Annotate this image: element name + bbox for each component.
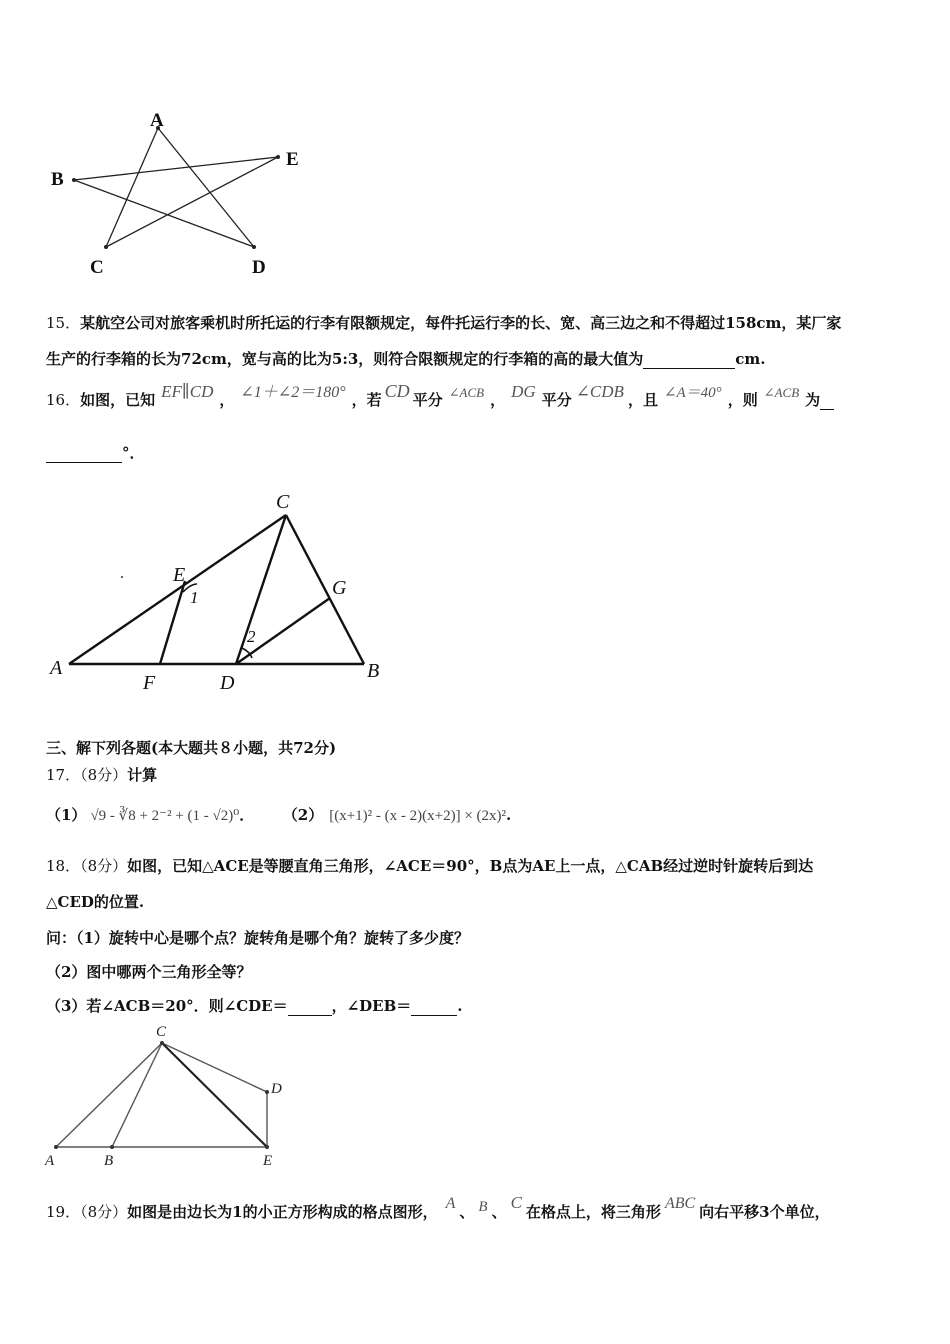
label-b: B (51, 169, 64, 190)
q17-p2-label: （2） (282, 806, 324, 824)
q16-math-cd: CD (384, 381, 410, 401)
q17-p2-expression: [(x+1)² - (x - 2)(x+2)] × (2x)² (329, 808, 507, 824)
label-f: F (143, 672, 156, 694)
q19-math-a: A (445, 1195, 456, 1212)
label-c: C (90, 257, 104, 278)
q16-math-acb-2: ∠ACB (763, 385, 800, 400)
q16-math-cdb: ∠CDB (575, 382, 624, 401)
segment-cd (162, 1043, 267, 1092)
q16-number: 16． (46, 391, 81, 409)
q17-p2-end: . (506, 806, 512, 824)
q15-text-line1: 某航空公司对旅客乘机时所托运的行李有限额规定，每件托运行李的长、宽、高三边之和不得超过158cm，某厂家 (80, 314, 842, 332)
q16-line1 (46, 381, 834, 410)
q16-math-ef-cd: EF∥CD (161, 382, 214, 401)
q19-text3: 向右平移3个单位， (699, 1203, 830, 1221)
q16-then: ，则 (727, 391, 758, 409)
segment-dc (236, 515, 286, 664)
q18-ask3-pre: （3）若∠ACB＝20°．则∠CDE＝ (46, 997, 288, 1015)
q19-sep-b: 、 (491, 1203, 507, 1221)
q16-sep3: ， (490, 391, 506, 409)
q19-text1: 如图是由边长为1的小正方形构成的格点图形， (127, 1203, 438, 1221)
label-angle2: 2 (247, 627, 256, 646)
q18-text-line1: 如图，已知△ACE是等腰直角三角形，∠ACE＝90°，B点为AE上一点，△CAB经过逆时针旋转后到达 (127, 857, 814, 875)
q16-is: 为 (805, 391, 821, 409)
figure-pentagram (40, 100, 320, 290)
q16-and: ，且 (627, 391, 658, 409)
q15-line2 (46, 348, 766, 369)
label-c: C (276, 491, 290, 513)
label-e: E (286, 149, 299, 170)
q19-score: （8分） (80, 1203, 128, 1221)
label-a: A (150, 110, 164, 131)
label-b: B (104, 1153, 114, 1169)
q17-p1-label: （1） (46, 806, 87, 824)
section3-title: 三、解下列各题(本大题共８小题，共72分) (46, 739, 337, 757)
q17-number: 17． (46, 766, 81, 784)
q18-ask3-end: . (457, 997, 463, 1015)
q18-number: 18． (46, 857, 81, 875)
figure-triangle-efcd (40, 480, 400, 700)
q18-ask3 (46, 995, 463, 1016)
q18-deb-blank[interactable] (411, 997, 457, 1016)
q18-ask2: （2）图中哪两个三角形全等？ (46, 963, 252, 981)
segment-ac (56, 1043, 162, 1147)
q16-answer-blank[interactable] (46, 444, 122, 463)
label-d: D (252, 257, 266, 278)
label-b: B (367, 660, 380, 682)
q17-score: （8分） (80, 766, 128, 784)
label-angle1: 1 (190, 588, 199, 607)
q16-line2 (46, 442, 145, 463)
segment-ce (162, 1043, 267, 1147)
q15-number: 15． (46, 314, 81, 332)
q16-prefix: 如图，已知 (80, 391, 156, 409)
q16-bisect1: 平分 (412, 391, 443, 409)
segment-bc (112, 1043, 162, 1147)
q19-line1 (46, 1193, 830, 1222)
label-a: A (45, 1153, 55, 1169)
q19-math-b: B (478, 1199, 488, 1215)
q17-p1-end: ． (239, 806, 255, 824)
q18-line1 (46, 855, 813, 876)
q15-unit: cm. (735, 350, 766, 368)
label-a: A (50, 657, 63, 679)
label-e: E (173, 564, 186, 586)
q18-line2: △CED的位置. (46, 893, 145, 911)
segment-be (74, 157, 278, 180)
label-d: D (220, 672, 235, 694)
q17-parts (46, 804, 511, 825)
q19-text2: 在格点上，将三角形 (525, 1203, 661, 1221)
segment-cb (286, 515, 364, 664)
label-g: G (332, 577, 347, 599)
q17-header (46, 764, 157, 785)
q19-math-c: C (510, 1193, 522, 1212)
q16-sep2: ，若 (351, 391, 382, 409)
q16-blank-start (820, 391, 834, 410)
q18-score: （8分） (80, 857, 128, 875)
label-d: D (271, 1081, 282, 1097)
q15-text-line2: 生产的行李箱的长为72cm，宽与高的比为5:3，则符合限额规定的行李箱的高的最大值为 (46, 350, 644, 368)
q19-number: 19． (46, 1203, 81, 1221)
q16-sep1: ， (219, 391, 235, 409)
q17-text: 计算 (127, 766, 158, 784)
q16-math-angle-sum: ∠1＋∠2＝180° (240, 384, 346, 401)
q18-cde-blank[interactable] (288, 997, 332, 1016)
q16-math-dg: DG (511, 382, 536, 401)
label-e: E (263, 1153, 273, 1169)
q16-tail: °． (122, 444, 145, 462)
q17-p1-expression: √9 - ∛8 + 2⁻² + (1 - √2)⁰ (90, 808, 240, 824)
q15-answer-blank[interactable] (643, 350, 735, 369)
q18-ask3-mid: ，∠DEB＝ (331, 997, 412, 1015)
q19-math-abc: ABC (664, 1195, 696, 1212)
figure-rotation-triangle (40, 1020, 310, 1170)
q16-math-acb: ∠ACB (448, 385, 485, 400)
q18-ask1: 问：（1）旋转中心是哪个点？旋转角是哪个角？旋转了多少度？ (46, 929, 469, 947)
q19-sep-a: 、 (459, 1203, 475, 1221)
label-c: C (156, 1024, 167, 1040)
q16-bisect2: 平分 (541, 391, 572, 409)
q15-line1 (46, 312, 841, 333)
q16-math-angle-a: ∠A＝40° (663, 385, 722, 401)
segment-ac (106, 128, 158, 247)
